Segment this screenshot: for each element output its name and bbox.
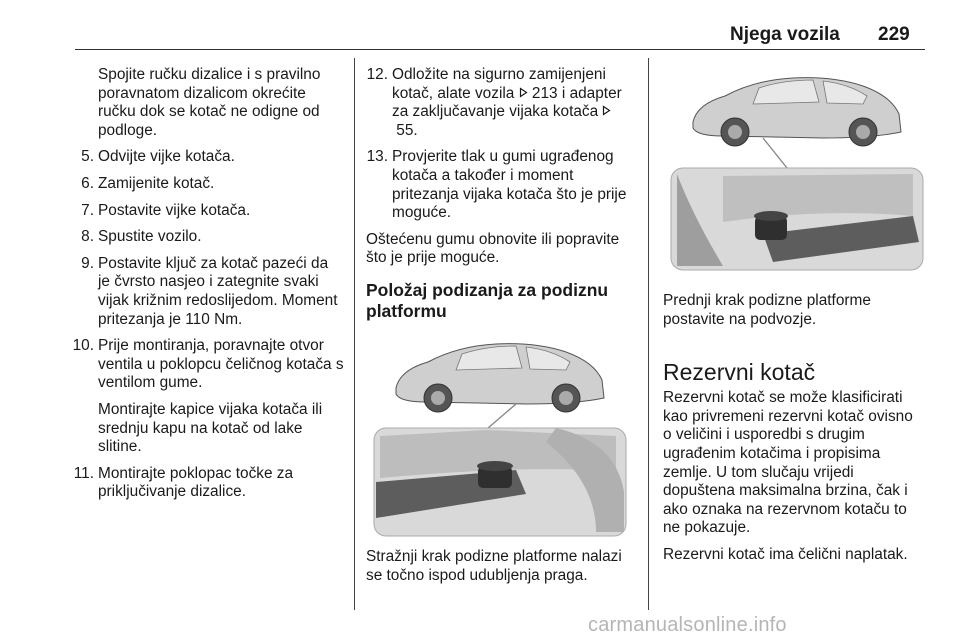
step-12	[366, 66, 634, 140]
page-reference[interactable]: 213	[531, 84, 558, 102]
step-number: 6.	[81, 174, 94, 192]
front-lift-point-figure	[663, 66, 925, 272]
column-divider-2	[648, 58, 649, 610]
step-number: 11.	[73, 464, 94, 482]
step-number: 13.	[366, 148, 388, 166]
step-text: Odložite na sigurno zamijenjeni kotač, alate vozila	[392, 66, 606, 102]
step-9	[72, 255, 344, 329]
step-10	[72, 337, 344, 393]
page-number: 229	[878, 24, 910, 45]
step-number: 8.	[81, 228, 94, 246]
section-subheading: Položaj podizanja za podiznu platformu	[366, 279, 609, 321]
step-number: 12.	[366, 66, 388, 83]
figure-caption: Stražnji krak podizne platforme nalazi se točno ispod udubljenja praga.	[366, 547, 622, 584]
step-text: Prije montiranja, poravnajte otvor ventila u poklopcu čeličnog kotača s ventilom gume.	[98, 337, 344, 392]
step-number: 9.	[81, 254, 94, 272]
step-text: Spustite vozilo.	[98, 228, 202, 246]
rear-lift-point-figure	[366, 332, 628, 538]
step-text: Zamijenite kotač.	[98, 174, 215, 192]
paragraph: Rezervni kotač ima čelični naplatak.	[663, 545, 908, 563]
step-text: i adapter za zaključavanje vijaka kotača	[392, 84, 622, 121]
column-2	[366, 66, 634, 593]
header-rule	[75, 49, 925, 50]
step-11	[72, 465, 344, 502]
paragraph: Rezervni kotač se može klasificirati kao privremeni rezervni kotač ovisno o veličini i usporedbi s drugim ugrađenim kotačima i propisima zemlje. U tom slučaju vrijedi dopuštena maksimalna brzina, čak i ako oznaka na rezervnom kotaču to ne pokazuje.	[663, 389, 913, 537]
step-text: Provjerite tlak u gumi ugrađenog kotača a također i moment pritezanja vijaka kotača što je prije moguće.	[392, 148, 627, 222]
step-13	[366, 148, 634, 222]
step-number: 10.	[72, 337, 94, 355]
page-reference[interactable]: 55.	[396, 121, 418, 139]
triangle-right-icon	[602, 105, 611, 116]
paragraph: Oštećenu gumu obnovite ili popravite što je prije moguće.	[366, 230, 620, 267]
step-text: Postavite vijke kotača.	[98, 201, 251, 219]
figure-caption: Prednji krak podizne platforme postavite na podvozje.	[663, 292, 871, 328]
column-1	[72, 66, 344, 510]
step-text: Postavite ključ za kotač pazeći da je čvrsto nasjeo i zategnite svaki vijak križnim redoslijedom. Moment pritezanja je 110 Nm.	[98, 254, 338, 328]
step-number: 5.	[81, 148, 94, 166]
watermark: carmanualsonline.info	[588, 614, 787, 636]
step-number: 7.	[81, 201, 94, 219]
step-text: Montirajte poklopac točke za priključivanje dizalice.	[98, 464, 294, 501]
step-7	[72, 202, 344, 221]
step4-continuation: Spojite ručku dizalice i s pravilno poravnatom dizalicom okrećite ručku dok se kotač ne odigne od podloge.	[98, 66, 321, 139]
step-10-extra: Montirajte kapice vijaka kotača ili srednju kapu na kotač od lake slitine.	[98, 400, 323, 456]
column-3	[663, 66, 925, 573]
step-6	[72, 175, 344, 194]
column-divider-1	[354, 58, 355, 610]
step-8	[72, 228, 344, 247]
triangle-right-icon	[519, 87, 528, 98]
step-5	[72, 148, 344, 167]
step-text: Odvijte vijke kotača.	[98, 148, 235, 166]
header-title: Njega vozila	[730, 24, 840, 45]
section-heading: Rezervni kotač	[663, 359, 816, 386]
